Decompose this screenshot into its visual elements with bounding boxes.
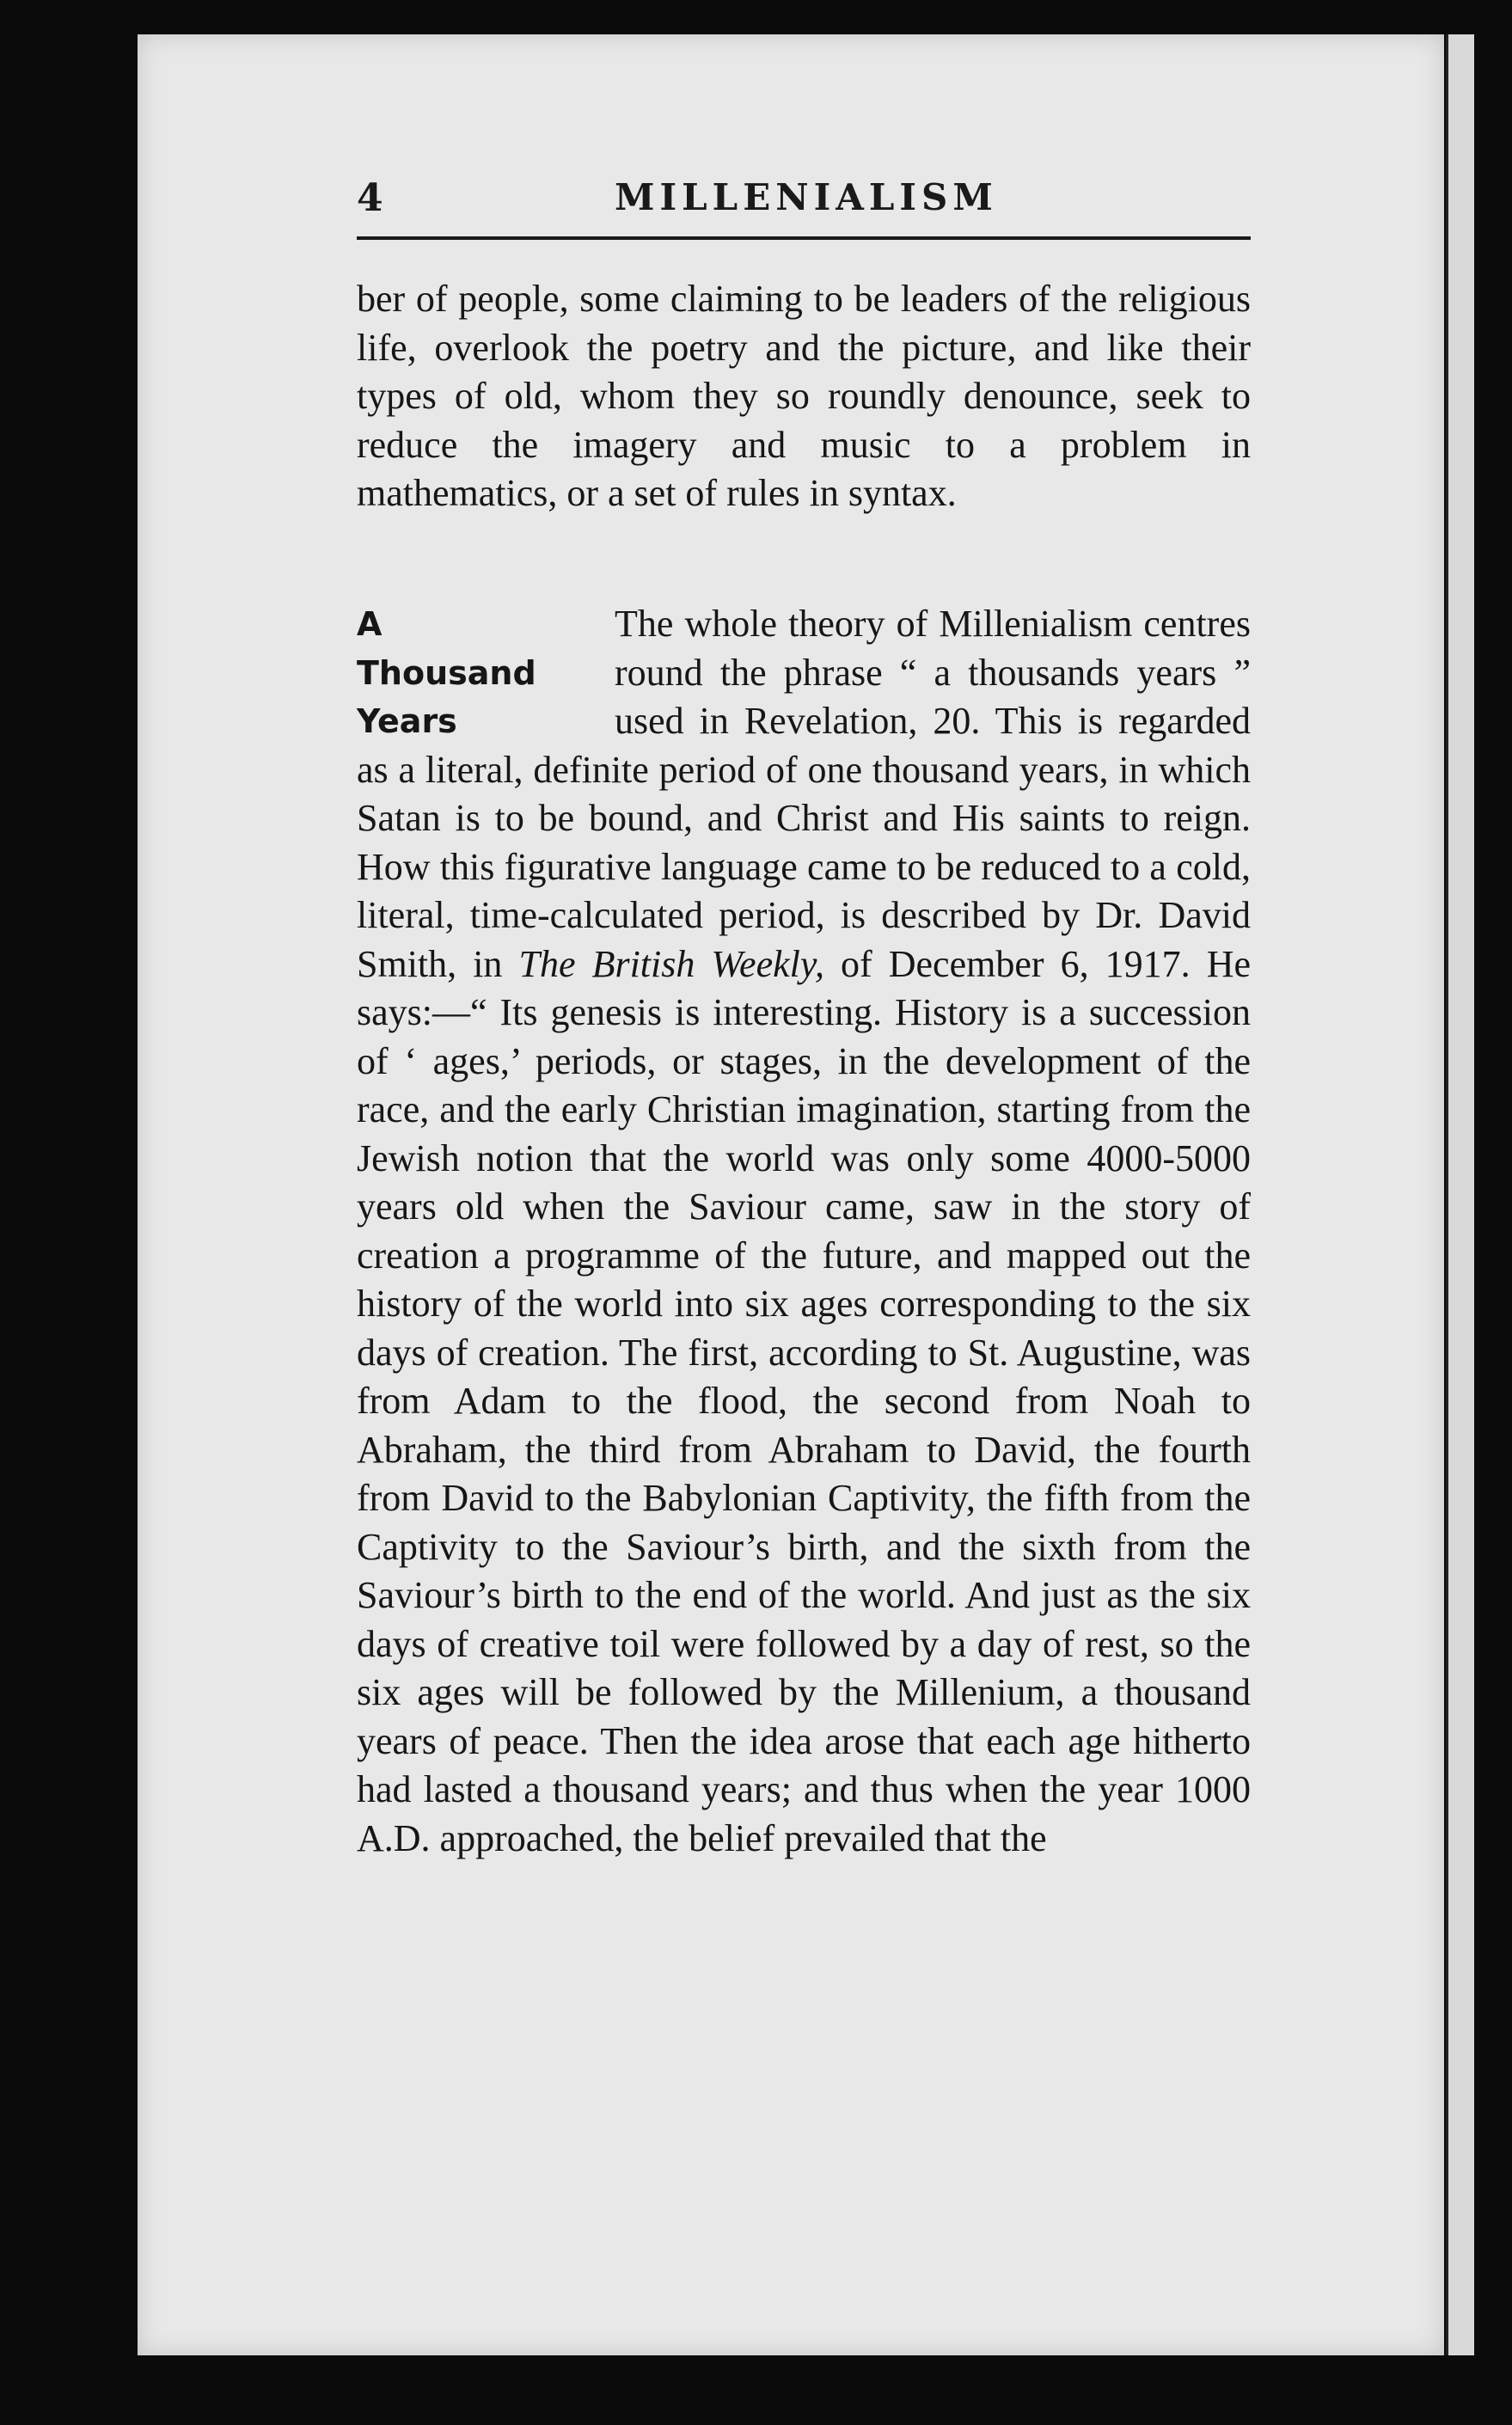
side-heading-line-2: Thousand bbox=[357, 653, 536, 692]
paragraph-1: ber of people, some claiming to be leaders of the religious life, overlook the poetry and the picture, and like their types of old, whom they so roundly denounce, seek to reduce the imagery and music to a problem in mathematics, or a set of rules in syntax. bbox=[357, 278, 1251, 514]
facing-page-edge bbox=[1446, 34, 1474, 2355]
running-title: MILLENIALISM bbox=[615, 176, 998, 218]
header-rule bbox=[357, 236, 1251, 240]
section-text-part-1: The whole theory of Millenialism centres round the phrase “ a thousands years ” used in Revelation, 20. This is regarded as a literal, definite period of one thousand years, in which Satan is to be bound, and Christ and His saints to reign. How this figurative language came to be reduced to a cold, literal, time-calculated period, is described by Dr. David Smith, in bbox=[357, 603, 1251, 985]
side-heading-line-1: A bbox=[357, 605, 383, 643]
publication-title: The British Weekly, bbox=[518, 942, 824, 985]
side-heading-line-3: Years bbox=[357, 702, 457, 740]
side-heading bbox=[357, 600, 615, 746]
section-text-part-2: of December 6, 1917. He says:—“ Its genesis is interesting. History is a succession of ‘ ages,’ periods, or stages, in the development of the race, and the early Christian imagination, starting from the Jewish notion that the world was only some 4000-5000 years old when the Saviour came, saw in the story of creation a programme of the future, and mapped out the history of the world into six ages corresponding to the six days of creation. The first, according to St. Augustine, was from Adam to the flood, the second from Noah to Abraham, the third from Abraham to David, the fourth from David to the Babylonian Captivity, the fifth from the Captivity to the Saviour’s birth, and the sixth from the Saviour’s birth to the end of the world. And just as the six days of creative toil were followed by a day of rest, so the six ages will be followed by the Millenium, a thousand years of peace. Then the idea arose that each age hitherto had lasted a thousand years; and thus when the year 1000 A.D. approached, the belief prevailed that the bbox=[357, 942, 1251, 1859]
section-paragraph bbox=[357, 600, 1251, 1863]
page-number: 4 bbox=[357, 176, 383, 220]
section-a-thousand-years bbox=[357, 600, 1251, 1863]
page-header bbox=[357, 176, 1251, 236]
